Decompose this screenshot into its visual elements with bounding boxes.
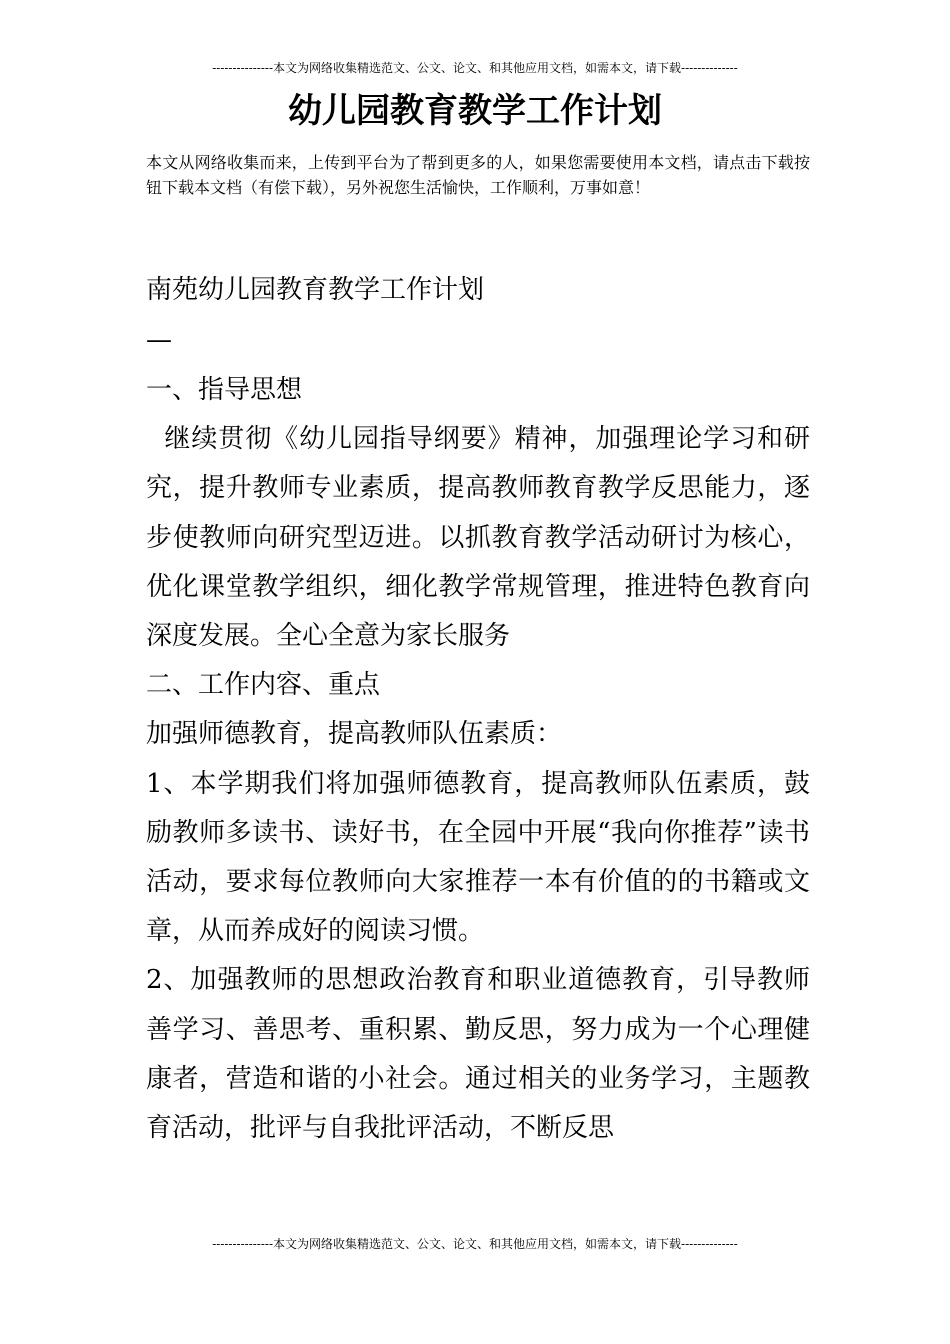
paragraph-guiding-ideology: 继续贯彻《幼儿园指导纲要》精神，加强理论学习和研究，提升教师专业素质，提高教师教育教学反思能力，逐步使教师向研究型迈进。以抓教育教学活动研讨为核心，优化课堂教学组织，细化教学常规管理，推进特色教育向深度发展。全心全意为家长服务 [146, 424, 810, 652]
subtitle-dash: — [146, 325, 172, 355]
document-title: 幼儿园教育教学工作计划 [288, 91, 662, 131]
document-subtitle: 南苑幼儿园教育教学工作计划 [146, 275, 485, 305]
page-footer-notice: ---------------本文为网络收集精选范文、公文、论文、和其他应用文档，如需本文，请下载-------------- [212, 1237, 738, 1251]
page-header-notice: ---------------本文为网络收集精选范文、公文、论文、和其他应用文档，如需本文，请下载-------------- [212, 61, 738, 75]
document-body [146, 366, 810, 1153]
intro-paragraph: 本文从网络收集而来，上传到平台为了帮到更多的人，如果您需要使用本文档，请点击下载按钮下载本文档（有偿下载），另外祝您生活愉快，工作顺利，万事如意！ [146, 153, 810, 197]
paragraph-item-2: 2、加强教师的思想政治教育和职业道德教育，引导教师善学习、善思考、重积累、勤反思，努力成为一个心理健康者，营造和谐的小社会。通过相关的业务学习，主题教育活动，批评与自我批评活动，不断反思 [146, 965, 810, 1144]
section-heading-guiding-ideology: 一、指导思想 [146, 375, 303, 405]
subheading-teacher-ethics: 加强师德教育，提高教师队伍素质： [146, 719, 563, 750]
section-heading-work-content: 二、工作内容、重点 [146, 670, 381, 701]
paragraph-item-1: 1、本学期我们将加强师德教育，提高教师队伍素质，鼓励教师多读书、读好书，在全园中开展“我向你推荐”读书活动，要求每位教师向大家推荐一本有价值的的书籍或文章，从而养成好的阅读习惯。 [146, 768, 810, 947]
